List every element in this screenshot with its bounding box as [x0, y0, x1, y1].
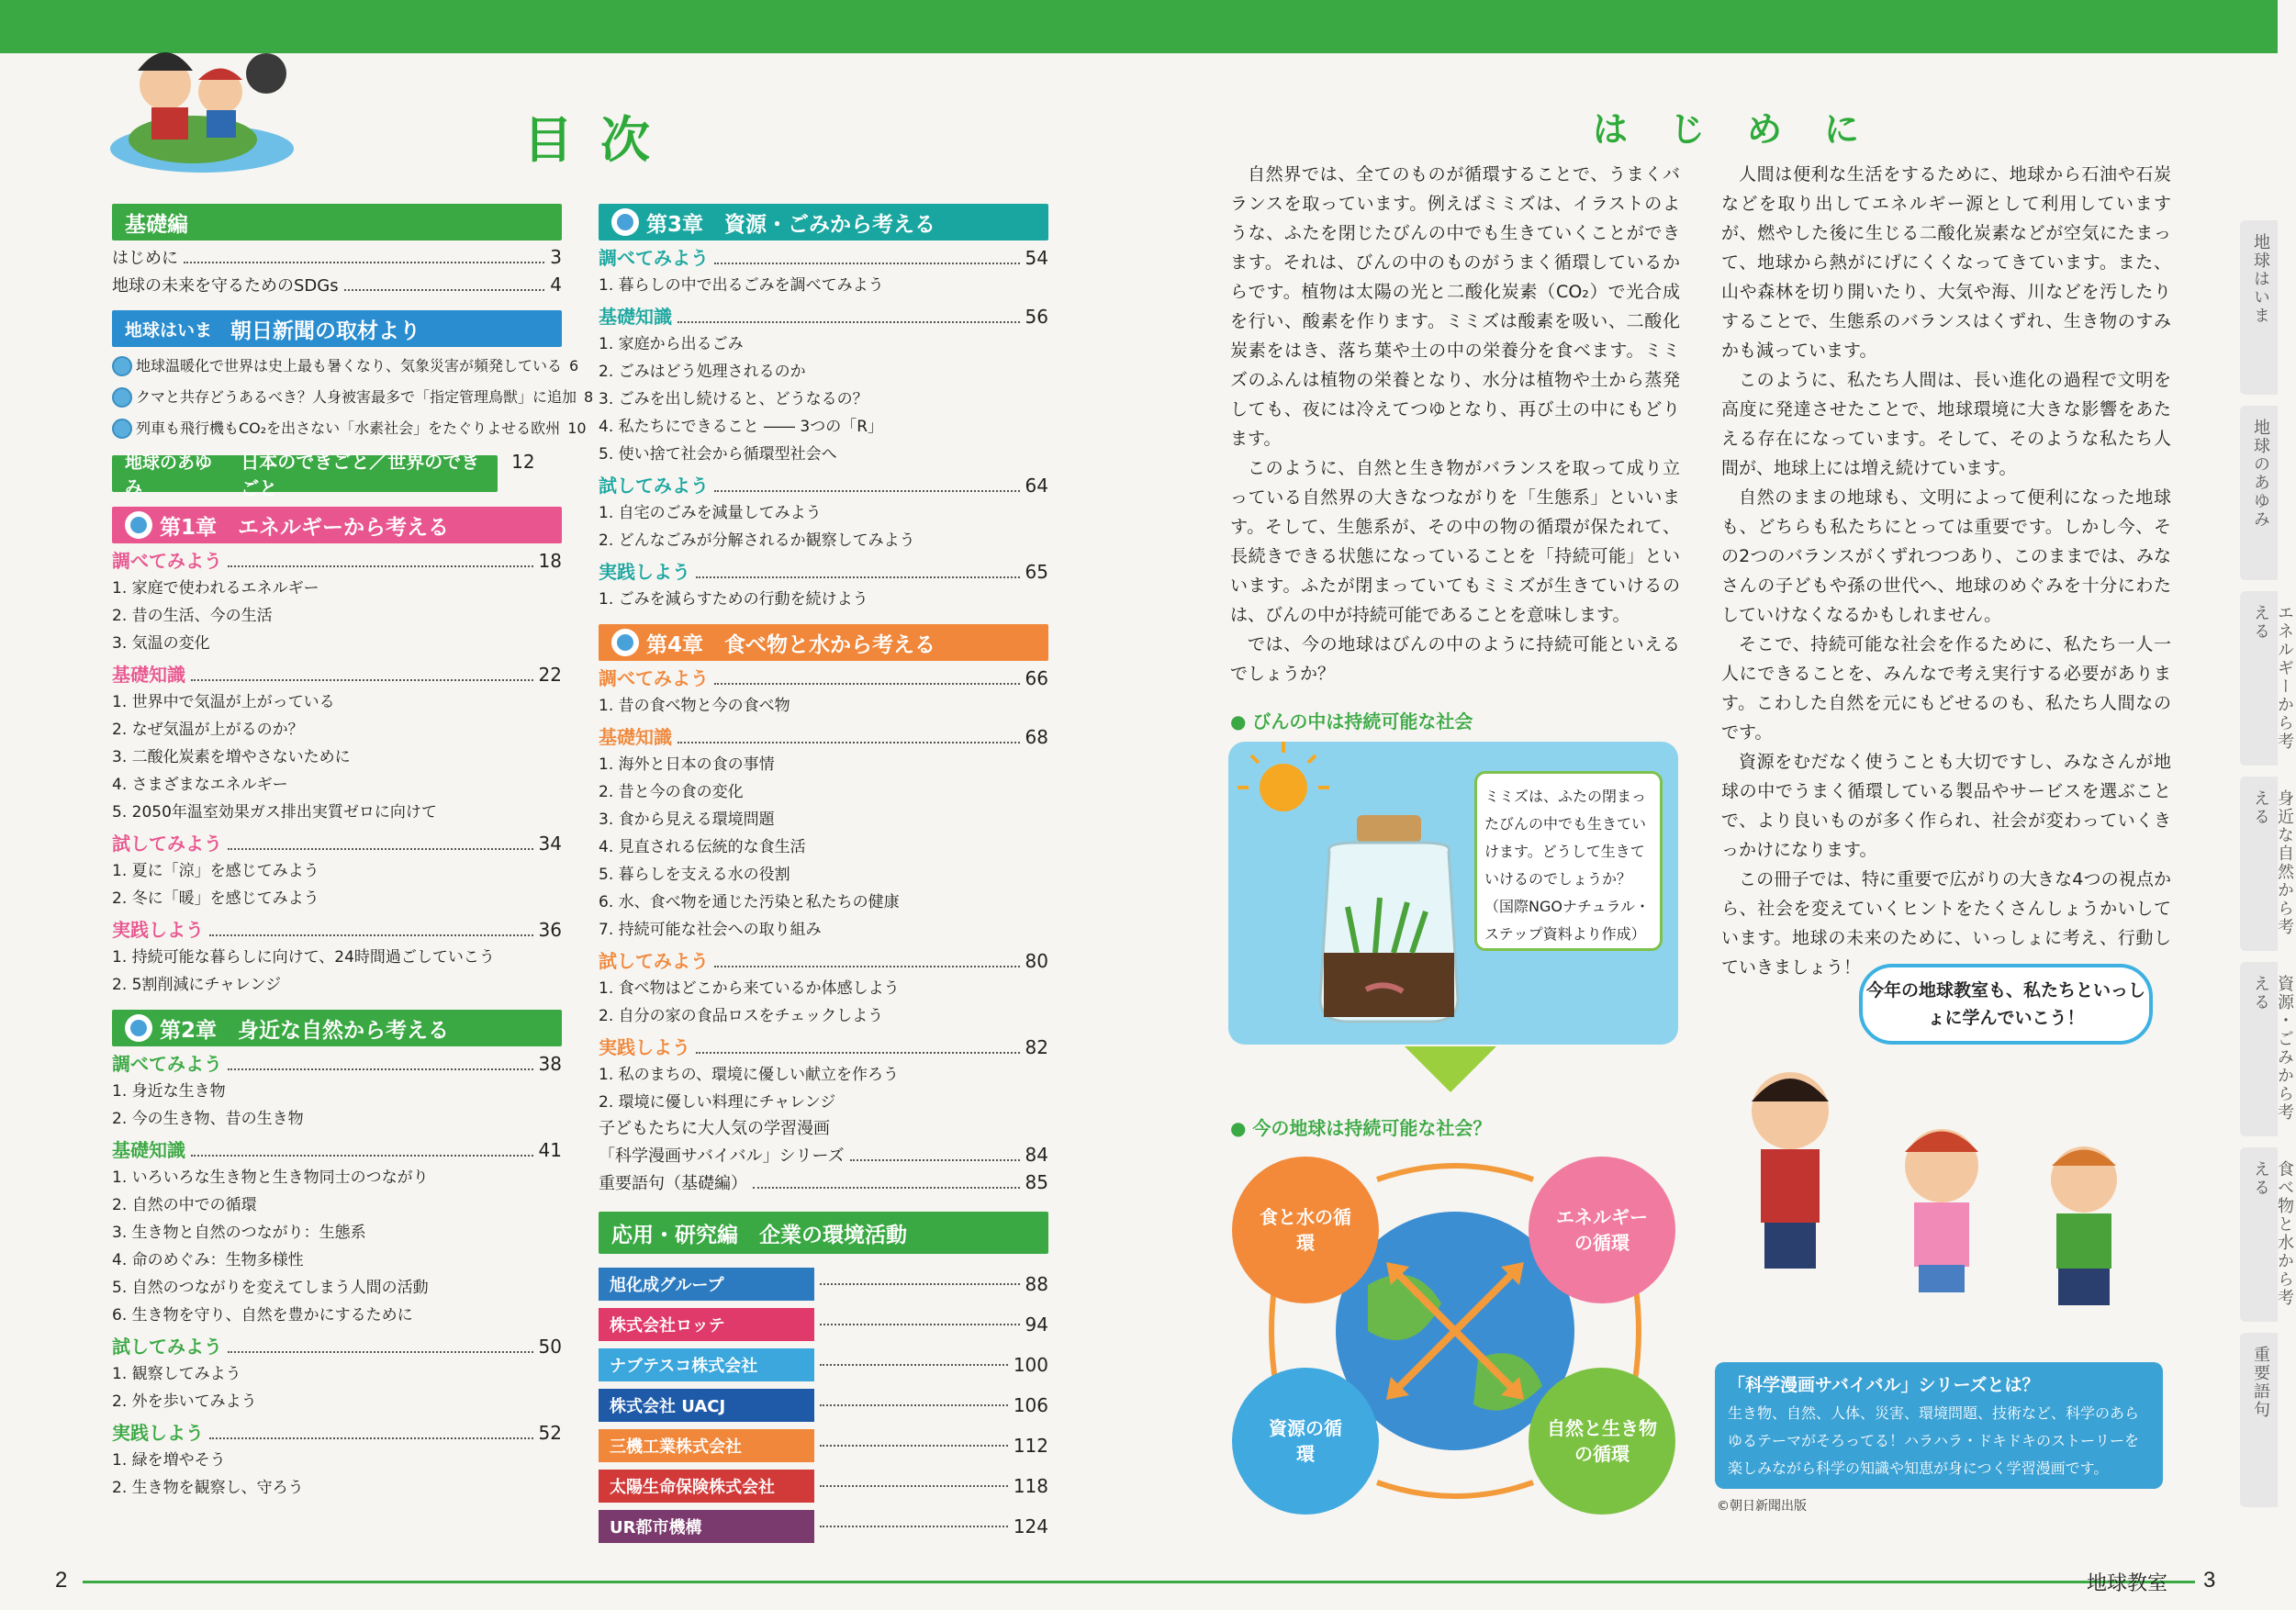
side-tab-label: 食べ物と水から考える — [2251, 1160, 2294, 1307]
news-title: 地球温暖化で世界は史上最も暑くなり、気象災害が頻発している — [136, 357, 563, 375]
side-tab[interactable] — [2240, 962, 2294, 1136]
subsection-title: 試してみよう — [112, 1336, 222, 1358]
right-page-number: 3 — [2203, 1568, 2216, 1593]
toc-item[interactable]: 2. 環境に優しい料理にチャレンジ — [599, 1093, 836, 1112]
subsection-title: 実践しよう — [112, 919, 204, 941]
toc-item[interactable]: 5. 暮らしを支える水の役割 — [599, 866, 790, 884]
toc-subsection[interactable] — [112, 1419, 562, 1447]
subsection-title: 調べてみよう — [599, 667, 709, 689]
chapter-label: 第2章 身近な自然から考える — [160, 1018, 450, 1043]
company-name: 旭化成グループ — [599, 1268, 814, 1301]
toc-entry-page: 84 — [1025, 1144, 1048, 1166]
toc-item[interactable]: 4. 見直される伝統的な食生活 — [599, 838, 806, 856]
subsection-title: 基礎知識 — [112, 664, 185, 686]
toc-item[interactable]: 1. 夏に「涼」を感じてみよう — [112, 862, 319, 880]
cycle-resources — [1232, 1368, 1379, 1515]
bottle-note: ミミズは、ふたの閉まったびんの中でも生きていけます。どうして生きていけるのでしょうか？（国際NGOナチュラル・ステップ資料より作成） — [1474, 771, 1663, 951]
cycle-label: 食と水の循環 — [1260, 1206, 1351, 1254]
cycle-food-water — [1232, 1157, 1379, 1303]
company-row[interactable] — [599, 1428, 1048, 1463]
news-row[interactable] — [112, 413, 587, 444]
company-name: 太陽生命保険株式会社 — [599, 1470, 814, 1503]
toc-item[interactable]: 2. 冬に「暖」を感じてみよう — [112, 889, 319, 908]
series-title: 「科学漫画サバイバル」シリーズとは？ — [1728, 1375, 2040, 1395]
company-name: 三機工業株式会社 — [599, 1429, 814, 1462]
globe-icon — [112, 387, 132, 408]
side-tab[interactable] — [2240, 1147, 2294, 1322]
company-row[interactable] — [599, 1267, 1048, 1302]
toc-entry-page: 3 — [550, 246, 562, 268]
toc-subsection[interactable] — [599, 723, 1048, 751]
toc-row[interactable] — [599, 1142, 1048, 1169]
toc-item[interactable]: 1. 家庭から出るごみ — [599, 335, 744, 353]
toc-item[interactable]: 2. ごみはどう処理されるのか — [599, 363, 806, 381]
toc-item[interactable]: 2. 昔の生活、今の生活 — [112, 607, 273, 625]
section-label-a: 地球はいま — [125, 319, 213, 341]
toc-item[interactable]: 4. 私たちにできること ―― 3つの「R」 — [599, 418, 884, 436]
side-tab-label: 地球のあゆみ — [2251, 419, 2270, 529]
intro-paragraph: この冊子では、特に重要で広がりの大きな4つの視点から、社会を変えていくヒントをたくさんしょうかいしています。地球の未来のために、いっしょに考え、行動していきましょう！ — [1721, 869, 2171, 978]
toc-item[interactable]: 2. どんなごみが分解されるか観察してみよう — [599, 531, 915, 550]
subsection-title: 調べてみよう — [112, 550, 222, 572]
toc-item[interactable]: 4. さまざまなエネルギー — [112, 776, 288, 794]
toc-item[interactable]: 1. 私のまちの、環境に優しい献立を作ろう — [599, 1066, 899, 1084]
subsection-page: 34 — [538, 833, 562, 855]
subsection-title: 基礎知識 — [599, 726, 672, 748]
news-title: 列車も飛行機もCO₂を出さない「水素社会」をたぐりよせる欧州 — [136, 419, 561, 437]
company-name: 株式会社 UACJ — [599, 1389, 814, 1422]
intro-paragraph: 資源をむだなく使うことも大切ですし、みなさんが地球の中でうまく循環している製品やサービスを選ぶことで、より良いものが多く作られ、社会が変わっていくきっかけになります。 — [1721, 752, 2171, 860]
toc-item[interactable]: 1. ごみを減らすための行動を続けよう — [599, 590, 868, 609]
toc-row[interactable] — [112, 272, 562, 299]
toc-entry-title: 地球の未来を守るためのSDGs — [112, 276, 339, 296]
toc-item[interactable]: 2. 自分の家の食品ロスをチェックしよう — [599, 1007, 884, 1025]
caption-text: びんの中は持続可能な社会 — [1252, 710, 1473, 732]
section-header-history — [112, 451, 498, 499]
toc-item[interactable]: 2. 昔と今の食の変化 — [599, 783, 744, 801]
news-page: 8 — [584, 388, 594, 406]
company-name: ナブテスコ株式会社 — [599, 1348, 814, 1381]
toc-item[interactable]: 1. 家庭で使われるエネルギー — [112, 579, 319, 598]
side-tab[interactable] — [2240, 406, 2278, 580]
globe-icon — [112, 419, 132, 439]
toc-item[interactable]: 1. いろいろな生き物と生き物同士のつながり — [112, 1168, 429, 1187]
globe-icon — [125, 1014, 152, 1042]
toc-item[interactable]: 1. 自宅のごみを減量してみよう — [599, 504, 822, 522]
side-tab-label: エネルギーから考える — [2251, 604, 2294, 751]
toc-item[interactable]: 2. なぜ気温が上がるのか？ — [112, 721, 304, 739]
figure-caption-1: ● びんの中は持続可能な社会 — [1230, 710, 1473, 732]
intro-paragraph: では、今の地球はびんの中のように持続可能といえるでしょうか？ — [1230, 634, 1680, 684]
intro-paragraph: 自然のままの地球も、文明によって便利になった地球も、どちらも私たちにとっては重要です。しかし今、その2つのバランスがくずれつつあり、このままでは、みなさんの子どもや孫の世代へ、地球のめぐみを十分にわたしていけなくなるかもしれません。 — [1721, 487, 2171, 625]
news-row[interactable] — [112, 382, 594, 413]
toc-item[interactable]: 3. 生き物と自然のつながり：生態系 — [112, 1224, 366, 1242]
side-tab[interactable] — [2240, 777, 2294, 951]
subsection-title: 基礎知識 — [112, 1139, 185, 1161]
news-row[interactable] — [112, 351, 579, 382]
subsection-page: 82 — [1025, 1036, 1048, 1058]
caption-text: 今の地球は持続可能な社会？ — [1252, 1117, 1492, 1139]
company-page: 88 — [1025, 1273, 1048, 1295]
subsection-page: 36 — [538, 919, 562, 941]
toc-item[interactable]: 1. 観察してみよう — [112, 1365, 241, 1383]
toc-item[interactable]: 3. ごみを出し続けると、どうなるの？ — [599, 390, 868, 408]
intro-paragraph: このように、自然と生き物がバランスを取って成り立っている自然界の大きなつながりを「生態系」といいます。そして、生態系が、その中の物の循環が保たれて、長続きできる状態になっていることを「持続可能」といいます。ふたが閉まっていてもミミズが生きていけるのは、びんの中が持続可能であることを意味します。 — [1230, 458, 1680, 625]
subsection-title: 実践しよう — [112, 1422, 204, 1444]
toc-subsection[interactable] — [599, 1034, 1048, 1061]
chapter-2-header — [112, 1010, 562, 1046]
company-page: 100 — [1013, 1354, 1048, 1376]
subsection-page: 41 — [538, 1139, 562, 1161]
toc-subsection[interactable] — [112, 916, 562, 944]
news-title: クマと共存どうあるべき？人身被害最多で「指定管理鳥獣」に追加 — [136, 388, 577, 406]
toc-item[interactable]: 5. 使い捨て社会から循環型社会へ — [599, 445, 837, 464]
toc-item[interactable]: 6. 水、食べ物を通じた汚染と私たちの健康 — [599, 893, 900, 911]
toc-item[interactable]: 2. 自然の中での循環 — [112, 1196, 257, 1214]
series-info-box — [1715, 1362, 2163, 1489]
news-page: 10 — [567, 419, 587, 437]
toc-item[interactable]: 5. 自然のつながりを変えてしまう人間の活動 — [112, 1279, 429, 1297]
toc-item[interactable]: 1. 食べ物はどこから来ているか体感しよう — [599, 979, 900, 998]
applied-label: 応用・研究編 企業の環境活動 — [611, 1223, 907, 1247]
news-page: 6 — [569, 357, 579, 375]
company-row[interactable] — [599, 1469, 1048, 1504]
toc-item[interactable]: 1. 世界中で気温が上がっている — [112, 693, 335, 711]
series-body: 生き物、自然、人体、災害、環境問題、技術など、科学のあらゆるテーマがそろってる！ハラハラ・ドキドキのストーリーを楽しみながら科学の知識や知恵が身につく学習漫画です。 — [1728, 1404, 2140, 1477]
toc-subsection[interactable] — [112, 1333, 562, 1360]
toc-entry-page: 4 — [550, 274, 562, 296]
subsection-page: 56 — [1025, 306, 1048, 328]
company-page: 106 — [1013, 1394, 1048, 1416]
chapter-label: 第1章 エネルギーから考える — [160, 515, 450, 540]
toc-item[interactable]: 2. 今の生き物、昔の生き物 — [112, 1110, 304, 1128]
subsection-page: 38 — [538, 1053, 562, 1075]
chapter-3-header — [599, 204, 1048, 240]
globe-icon — [611, 208, 639, 236]
intro-paragraph: 人間は便利な生活をするために、地球から石油や石炭などを取り出してエネルギー源として利用していますが、燃やした後に生じる二酸化炭素などが空気にたまって、地球から熱がにげにくくなってきています。また、山や森林を切り開いたり、大気や海、川などを汚したりすることで、生態系のバランスはくずれ、生き物のすみかも減っています。 — [1721, 164, 2171, 361]
section-label-b: 日本のできごと／世界のできごと — [241, 451, 480, 499]
chapter-label: 第3章 資源・ごみから考える — [646, 212, 936, 237]
toc-item[interactable]: 7. 持続可能な社会への取り組み — [599, 921, 822, 939]
company-row[interactable] — [599, 1347, 1048, 1382]
toc-item[interactable]: 1. 暮らしの中で出るごみを調べてみよう — [599, 276, 884, 295]
cycle-energy — [1529, 1157, 1675, 1303]
subsection-page: 66 — [1025, 667, 1048, 689]
intro-column-1 — [1230, 160, 1680, 688]
section-label-a: 地球のあゆみ — [125, 453, 213, 498]
copyright: ©朝日新聞出版 — [1717, 1499, 1807, 1514]
left-page-number: 2 — [55, 1568, 68, 1593]
subsection-page: 18 — [538, 550, 562, 572]
globe-icon — [611, 629, 639, 656]
toc-subsection[interactable] — [599, 244, 1048, 272]
toc-entry-title: 重要語句（基礎編） — [599, 1174, 747, 1193]
intro-title: はじめに — [1593, 109, 1902, 150]
section-header-kiso — [112, 204, 562, 240]
toc-item[interactable]: 1. 昔の食べ物と今の食べ物 — [599, 697, 790, 715]
company-row[interactable] — [599, 1509, 1048, 1544]
figure-caption-2: ● 今の地球は持続可能な社会？ — [1230, 1117, 1492, 1139]
chapter-1-header — [112, 507, 562, 543]
subsection-page: 65 — [1025, 561, 1048, 583]
cycle-label: 資源の循環 — [1269, 1417, 1342, 1465]
side-tab-label: 身近な自然から考える — [2251, 789, 2294, 936]
toc-item[interactable]: 2. 5割削減にチャレンジ — [112, 976, 282, 994]
toc-row[interactable] — [112, 244, 562, 272]
toc-subsection[interactable] — [599, 947, 1048, 975]
mascot-illustration — [101, 20, 321, 185]
subsection-title: 基礎知識 — [599, 306, 672, 328]
company-page: 118 — [1013, 1475, 1048, 1497]
subsection-title: 試してみよう — [599, 475, 709, 497]
toc-item[interactable]: 1. 持続可能な暮らしに向けて、24時間過ごしていこう — [112, 948, 495, 967]
toc-item[interactable]: 2. 生き物を観察し、守ろう — [112, 1479, 304, 1497]
side-tab-label: 重要語句 — [2251, 1346, 2270, 1419]
toc-subsection[interactable] — [112, 547, 562, 575]
toc-item[interactable]: 3. 気温の変化 — [112, 634, 210, 653]
toc-item[interactable]: 4. 命のめぐみ：生物多様性 — [112, 1251, 304, 1269]
intro-paragraph: 自然界では、全てのものが循環することで、うまくバランスを取っています。例えばミミズは、イラストのような、ふたを閉じたびんの中でも生きていくことができます。それは、びんの中のものがうまく循環しているからです。植物は太陽の光と二酸化炭素（CO₂）で光合成を行い、酸素を作ります。ミミズは酸素を吸い、二酸化炭素をはき、落ち葉や土の中の栄養分を食べます。ミミズのふんは植物の栄養となり、水分は植物や土から蒸発しても、夜には冷えてつゆとなり、再び土の中にもどります。 — [1230, 164, 1680, 449]
intro-paragraph: そこで、持続可能な社会を作るために、私たち一人一人にできることを、みんなで考え実行する必要があります。こわした自然を元にもどせるのも、私たち人間なのです。 — [1721, 634, 2171, 743]
side-tabs — [2240, 220, 2294, 1518]
toc-entry-title: 「科学漫画サバイバル」シリーズ — [599, 1146, 845, 1166]
toc-item[interactable]: 1. 緑を増やそう — [112, 1451, 226, 1470]
toc-entry-page: 85 — [1025, 1171, 1048, 1193]
intro-column-2 — [1721, 160, 2171, 982]
subsection-title: 試してみよう — [599, 950, 709, 972]
history-page: 12 — [511, 451, 535, 473]
subsection-title: 試してみよう — [112, 833, 222, 855]
cycle-label: エネルギーの循環 — [1556, 1206, 1648, 1254]
toc-subsection[interactable] — [112, 661, 562, 688]
toc-subsection[interactable] — [112, 1050, 562, 1078]
chapter-label: 第4章 食べ物と水から考える — [646, 632, 936, 657]
toc-row[interactable] — [599, 1169, 1048, 1197]
toc-subsection[interactable] — [112, 1136, 562, 1164]
speech-bubble: 今年の地球教室も、私たちといっしょに学んでいこう！ — [1859, 964, 2153, 1045]
section-label: 基礎編 — [125, 212, 188, 237]
toc-entry-title: はじめに — [112, 249, 178, 268]
side-tab[interactable] — [2240, 591, 2294, 766]
company-page: 94 — [1025, 1314, 1048, 1336]
toc-item[interactable]: 6. 生き物を守り、自然を豊かにするために — [112, 1306, 413, 1325]
subsection-page: 54 — [1025, 247, 1048, 269]
toc-subsection[interactable] — [599, 558, 1048, 586]
subsection-page: 52 — [538, 1422, 562, 1444]
side-tab-label: 資源・ごみから考える — [2251, 975, 2294, 1122]
section-label-b: 朝日新聞の取材より — [230, 319, 421, 343]
subsection-page: 80 — [1025, 950, 1048, 972]
chapter-4-header — [599, 624, 1048, 661]
toc-item[interactable]: 3. 二酸化炭素を増やさないために — [112, 748, 351, 766]
down-arrow-icon — [1405, 1046, 1496, 1092]
toc-subsection[interactable] — [599, 665, 1048, 692]
top-green-bar — [0, 0, 2278, 53]
toc-title: 目次 — [523, 111, 678, 169]
subsection-page: 68 — [1025, 726, 1048, 748]
section-header-news — [112, 310, 562, 347]
subsection-page: 64 — [1025, 475, 1048, 497]
subsection-title: 調べてみよう — [112, 1053, 222, 1075]
company-page: 124 — [1013, 1515, 1048, 1537]
side-tab-label: 地球はいま — [2251, 233, 2270, 325]
globe-icon — [112, 356, 132, 376]
bottom-green-line — [83, 1581, 2195, 1583]
toc-entry-title: 子どもたちに大人気の学習漫画 — [599, 1119, 830, 1138]
company-page: 112 — [1013, 1435, 1048, 1457]
subsection-title: 実践しよう — [599, 561, 690, 583]
toc-row[interactable] — [599, 1116, 1048, 1142]
intro-paragraph: このように、私たち人間は、長い進化の過程で文明を高度に発達させたことで、地球環境に大きな影響をあたえる存在になっています。そして、そのような私たち人間が、地球上には増え続けています。 — [1721, 370, 2171, 478]
globe-icon — [125, 511, 152, 539]
toc-left-column — [112, 193, 594, 1502]
company-row[interactable] — [599, 1307, 1048, 1342]
subsection-page: 22 — [538, 664, 562, 686]
footer-title: 地球教室 — [2086, 1572, 2167, 1595]
children-illustration — [1726, 973, 2167, 1340]
toc-item[interactable]: 5. 2050年温室効果ガス排出実質ゼロに向けて — [112, 803, 437, 822]
company-name: 株式会社ロッテ — [599, 1308, 814, 1341]
toc-middle-column — [599, 193, 1048, 1549]
subsection-title: 実践しよう — [599, 1036, 690, 1058]
cycle-nature — [1529, 1368, 1675, 1515]
toc-item[interactable]: 2. 外を歩いてみよう — [112, 1392, 257, 1411]
toc-item[interactable]: 1. 身近な生き物 — [112, 1082, 226, 1101]
toc-subsection[interactable] — [599, 472, 1048, 499]
toc-subsection[interactable] — [112, 830, 562, 857]
toc-item[interactable]: 1. 海外と日本の食の事情 — [599, 755, 775, 774]
side-tab[interactable] — [2240, 1333, 2278, 1507]
subsection-title: 調べてみよう — [599, 247, 709, 269]
company-name: UR都市機構 — [599, 1510, 814, 1543]
cycle-label: 自然と生き物の循環 — [1547, 1417, 1657, 1465]
toc-subsection[interactable] — [599, 303, 1048, 330]
subsection-page: 50 — [538, 1336, 562, 1358]
toc-item[interactable]: 3. 食から見える環境問題 — [599, 811, 775, 829]
company-row[interactable] — [599, 1388, 1048, 1423]
side-tab[interactable] — [2240, 220, 2278, 395]
applied-header — [599, 1212, 1048, 1254]
